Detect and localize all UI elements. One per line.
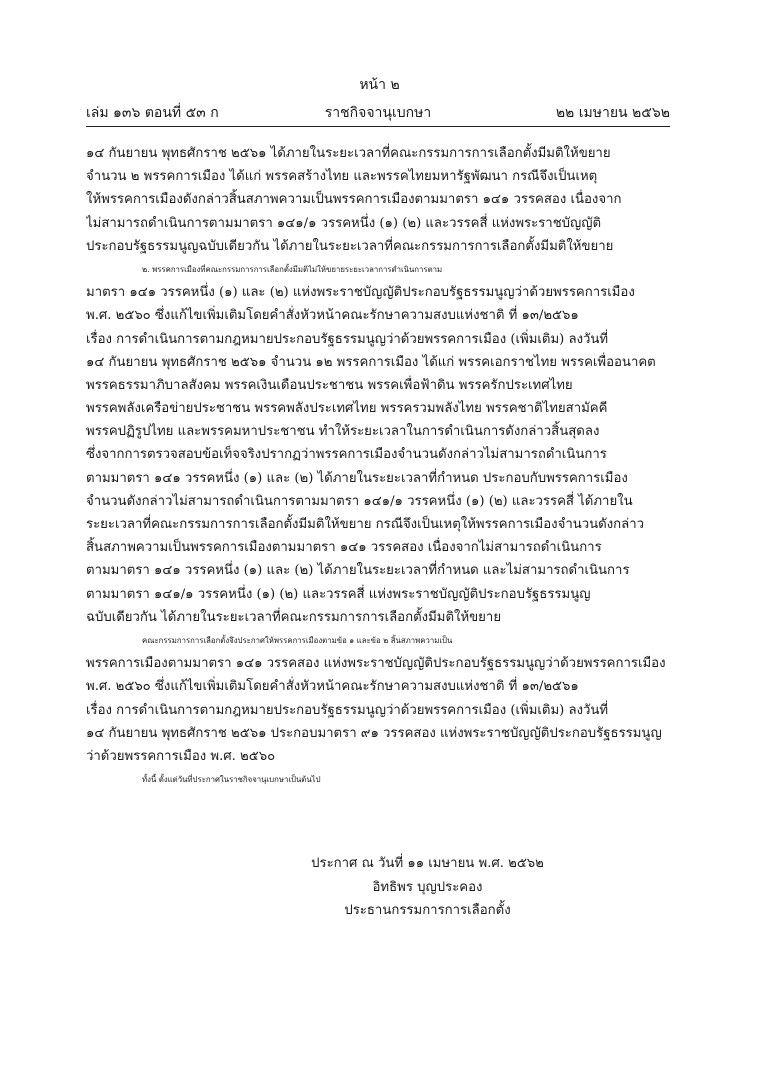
body-line: ระยะเวลาที่คณะกรรมการการเลือกตั้งมีมติให้ขยาย กรณีจึงเป็นเหตุให้พรรคการเมืองจำนวนดังกล่าว [86,517,645,532]
body-line: ประกอบรัฐธรรมนูญฉบับเดียวกัน ได้ภายในระยะเวลาที่คณะกรรมการการเลือกตั้งมีมติให้ขยาย [86,238,614,254]
signer-name: อิทธิพร บุญประคอง [372,879,483,895]
publication-date: ๒๒ เมษายน ๒๕๖๒ [555,105,670,121]
body-line: จำนวน ๒ พรรคการเมือง ได้แก่ พรรคสร้างไทย และพรรคไทยมหารัฐพัฒนา กรณีจึงเป็นเหตุ [86,169,598,185]
body-line: เรื่อง การดำเนินการตามกฎหมายประกอบรัฐธรรมนูญว่าด้วยพรรคการเมือง (เพิ่มเติม) ลงวันที่ [86,331,609,347]
body-line: ว่าด้วยพรรคการเมือง พ.ศ. ๒๕๖๐ [86,748,276,764]
body-line: จำนวนดังกล่าวไม่สามารถดำเนินการตามมาตรา ๑๔๑/๑ วรรคหนึ่ง (๑) (๒) และวรรคสี่ ได้ภายใน [86,493,633,509]
announcement-date: ประกาศ ณ วันที่ ๑๑ เมษายน พ.ศ. ๒๕๖๒ [311,856,544,871]
announcement-body [86,142,670,791]
body-line: ๒. พรรคการเมืองที่คณะกรรมการการเลือกตั้งมีมติไม่ให้ขยายระยะเวลาการดำเนินการตาม [142,264,443,274]
signature-block [0,852,759,923]
signer-position: ประธานกรรมการการเลือกตั้ง [344,903,511,918]
publication-title: ราชกิจจานุเบกษา [324,105,432,121]
body-line: ให้พรรคการเมืองดังกล่าวสิ้นสภาพความเป็นพรรคการเมืองตามมาตรา ๑๔๑ วรรคสอง เนื่องจาก [86,192,622,208]
body-line: ตามมาตรา ๑๔๑/๑ วรรคหนึ่ง (๑) (๒) และวรรคสี่ แห่งพระราชบัญญัติประกอบรัฐธรรมนูญ [86,586,591,602]
body-line: สิ้นสภาพความเป็นพรรคการเมืองตามมาตรา ๑๔๑ วรรคสอง เนื่องจากไม่สามารถดำเนินการ [86,540,602,556]
body-line: พรรคปฏิรูปไทย และพรรคมหาประชาชน ทำให้ระยะเวลาในการดำเนินการดังกล่าวสิ้นสุดลง [86,424,600,440]
header-divider [86,126,670,127]
page-number: หน้า ๒ [359,77,400,93]
body-line: ๑๔ กันยายน พุทธศักราช ๒๕๖๑ จำนวน ๑๒ พรรคการเมือง ได้แก่ พรรคเอกราชไทย พรรคเพื่ออนาคต [86,354,656,370]
body-line: คณะกรรมการการเลือกตั้งจึงประกาศให้พรรคการเมืองตามข้อ ๑ และข้อ ๒ สิ้นสภาพความเป็น [142,635,453,645]
body-line: ไม่สามารถดำเนินการตามมาตรา ๑๔๑/๑ วรรคหนึ่ง (๑) (๒) และวรรคสี่ แห่งพระราชบัญญัติ [86,215,602,231]
volume-issue: เล่ม ๑๓๖ ตอนที่ ๕๓ ก [86,105,219,121]
body-line: พรรคพลังเครือข่ายประชาชน พรรคพลังประเทศไทย พรรครวมพลังไทย พรรคชาติไทยสามัคคี [86,401,608,417]
body-line: ฉบับเดียวกัน ได้ภายในระยะเวลาที่คณะกรรมการการเลือกตั้งมีมติให้ขยาย [86,609,502,625]
body-line: ๑๔ กันยายน พุทธศักราช ๒๕๖๑ ประกอบมาตรา ๙๑ วรรคสอง แห่งพระราชบัญญัติประกอบรัฐธรรมนูญ [86,725,662,741]
gazette-header [86,102,670,122]
body-line: ๑๔ กันยายน พุทธศักราช ๒๕๖๑ ได้ภายในระยะเวลาที่คณะกรรมการการเลือกตั้งมีมติให้ขยาย [86,146,611,161]
body-line: พรรคการเมืองตามมาตรา ๑๔๑ วรรคสอง แห่งพระราชบัญญัติประกอบรัฐธรรมนูญว่าด้วยพรรคการเมือง [86,656,666,672]
body-line: พ.ศ. ๒๕๖๐ ซึ่งแก้ไขเพิ่มเติมโดยคำสั่งหัวหน้าคณะรักษาความสงบแห่งชาติ ที่ ๑๓/๒๕๖๑ [86,679,579,695]
body-line: ตามมาตรา ๑๔๑ วรรคหนึ่ง (๑) และ (๒) ได้ภายในระยะเวลาที่กำหนด ประกอบกับพรรคการเมือง [86,470,628,486]
body-line: ซึ่งจากการตรวจสอบข้อเท็จจริงปรากฏว่าพรรคการเมืองจำนวนดังกล่าวไม่สามารถดำเนินการ [86,447,607,463]
body-line: เรื่อง การดำเนินการตามกฎหมายประกอบรัฐธรรมนูญว่าด้วยพรรคการเมือง (เพิ่มเติม) ลงวันที่ [86,702,609,718]
body-line: มาตรา ๑๔๑ วรรคหนึ่ง (๑) และ (๒) แห่งพระราชบัญญัติประกอบรัฐธรรมนูญว่าด้วยพรรคการเมือง [86,285,635,301]
body-line: ตามมาตรา ๑๔๑ วรรคหนึ่ง (๑) และ (๒) ได้ภายในระยะเวลาที่กำหนด และไม่สามารถดำเนินการ [86,563,630,579]
body-line: ทั้งนี้ ตั้งแต่วันที่ประกาศในราชกิจจานุเบกษาเป็นต้นไป [142,775,321,785]
body-line: พ.ศ. ๒๕๖๐ ซึ่งแก้ไขเพิ่มเติมโดยคำสั่งหัวหน้าคณะรักษาความสงบแห่งชาติ ที่ ๑๓/๒๕๖๑ [86,308,579,324]
body-line: พรรคธรรมาภิบาลสังคม พรรคเงินเดือนประชาชน พรรคเพื่อฟ้าดิน พรรครักประเทศไทย [86,377,573,393]
